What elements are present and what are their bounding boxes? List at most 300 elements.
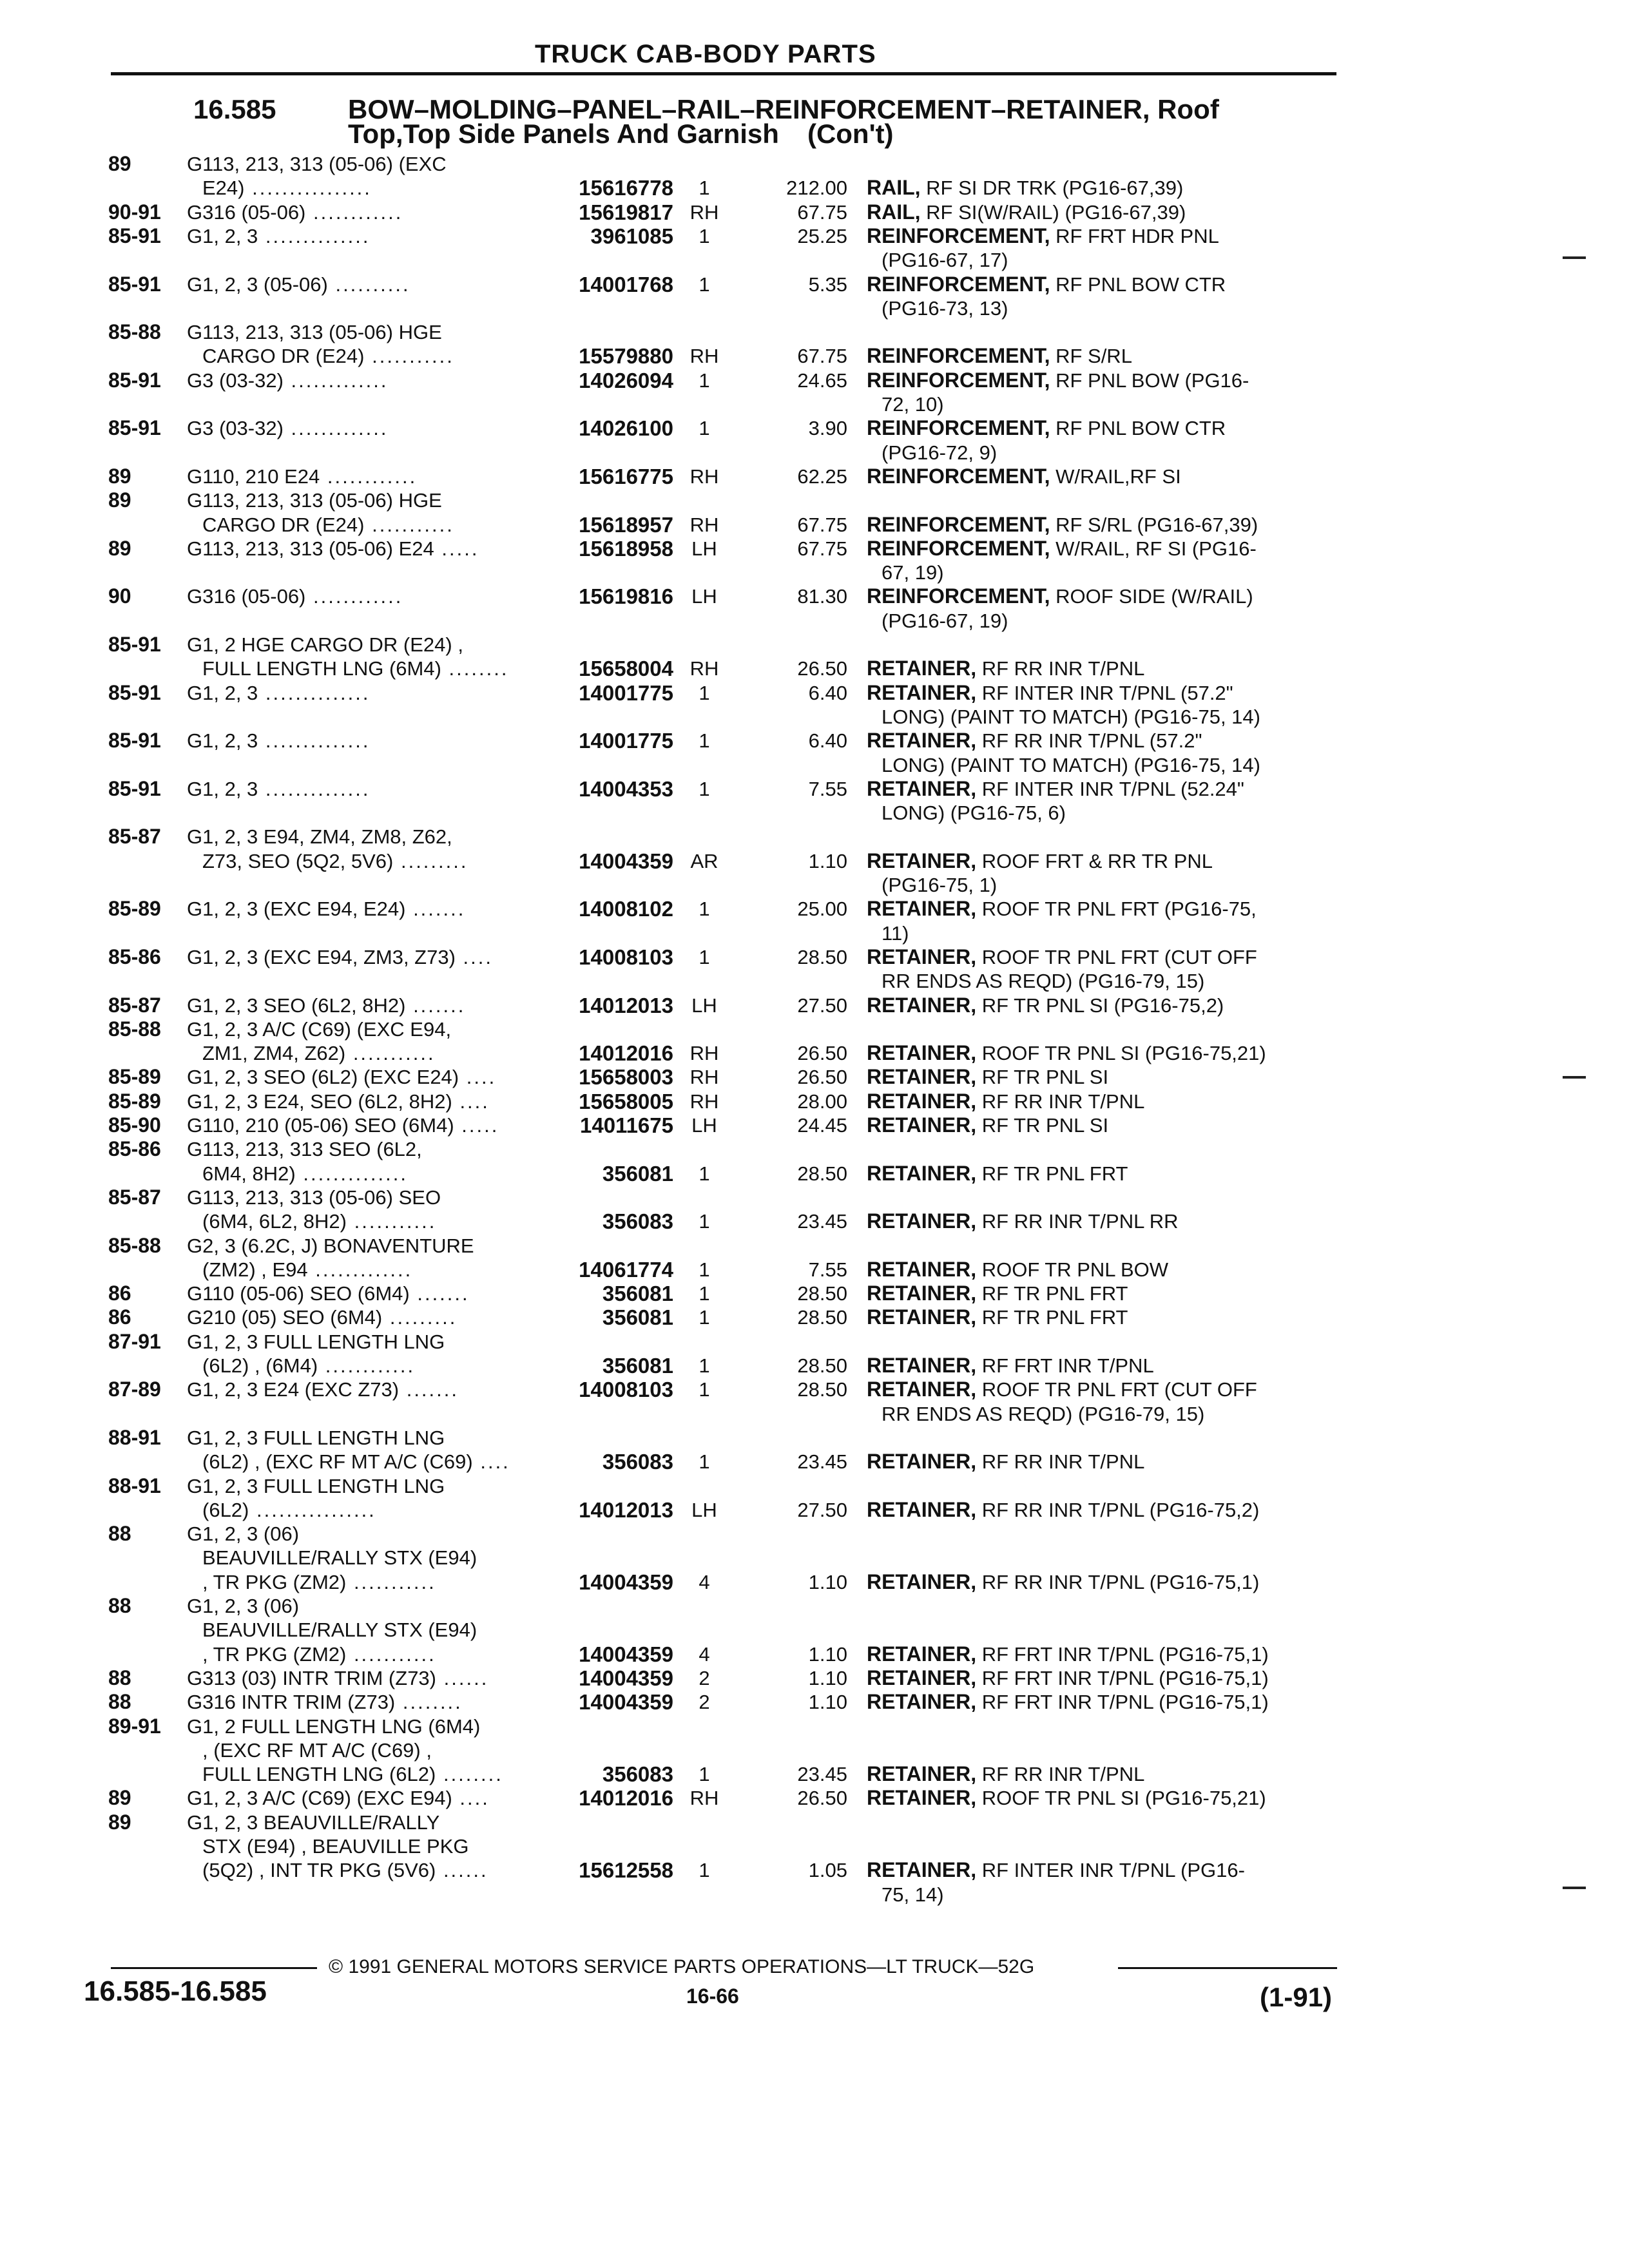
model-years: 88-91 [108, 1474, 161, 1497]
description-text: RF SI DR TRK (PG16-67,39) [926, 177, 1184, 200]
application [187, 224, 371, 248]
description-text: RF RR INR T/PNL [981, 1090, 1145, 1113]
price: 6.40 [808, 729, 847, 753]
description [867, 1258, 1168, 1282]
description [882, 705, 1260, 729]
description-keyword: RETAINER, [867, 1089, 977, 1113]
description-text: RF FRT HDR PNL [1055, 224, 1219, 247]
quantity: 1 [699, 224, 710, 247]
leader-dots: .... [472, 1450, 510, 1474]
model-years: 85-89 [108, 1089, 161, 1113]
quantity: 1 [699, 1306, 710, 1329]
description-keyword: RETAINER, [867, 945, 977, 968]
description [867, 369, 1249, 392]
quantity: 1 [699, 1210, 710, 1233]
application-text: G1, 2, 3 (EXC E94, E24) [187, 898, 406, 921]
price: 26.50 [797, 1066, 847, 1089]
application-text: G1, 2, 3 FULL LENGTH LNG [187, 1474, 445, 1497]
leader-dots: .............. [258, 729, 371, 753]
description-text: (PG16-67, 19) [882, 609, 1008, 632]
application [187, 416, 389, 440]
description [867, 273, 1226, 296]
footer-revision: (1-91) [1260, 1982, 1333, 2012]
price: 3.90 [808, 417, 847, 440]
part-number: 15619817 [579, 200, 673, 224]
description-text: RF INTER INR T/PNL (52.24" [981, 777, 1244, 800]
application [187, 897, 465, 921]
model-years: 90 [108, 584, 131, 608]
leader-dots: ....... [409, 1282, 470, 1305]
price: 26.50 [797, 1787, 847, 1810]
application-text: , TR PKG (ZM2) [202, 1570, 347, 1593]
description [867, 1690, 1269, 1714]
application-text: G210 (05) SEO (6M4) [187, 1306, 383, 1329]
description-text: ROOF TR PNL FRT (CUT OFF [981, 945, 1257, 968]
model-years: 88 [108, 1594, 131, 1617]
part-number: 15612558 [579, 1858, 673, 1883]
application-text: G1, 2, 3 E94, ZM4, ZM8, Z62, [187, 825, 452, 849]
application-text: (ZM2) , E94 [202, 1258, 308, 1281]
application [187, 825, 452, 849]
model-years: 89 [108, 488, 131, 512]
description [867, 176, 1183, 200]
quantity: 1 [699, 177, 710, 200]
application [187, 1474, 445, 1498]
model-years: 85-91 [108, 224, 161, 247]
application-text: G1, 2, 3 A/C (C69) (EXC E94, [187, 1017, 452, 1041]
application-text: G316 (05-06) [187, 200, 306, 224]
price: 26.50 [797, 1042, 847, 1065]
quantity: 4 [699, 1570, 710, 1593]
quantity: 1 [699, 1859, 710, 1882]
price: 28.50 [797, 1378, 847, 1401]
application [187, 1522, 299, 1546]
part-number: 356083 [602, 1450, 673, 1474]
description-keyword: RAIL, [867, 200, 921, 224]
part-number: 356083 [602, 1762, 673, 1787]
price: 5.35 [808, 273, 847, 296]
description-text: RF PNL BOW CTR [1055, 417, 1226, 440]
application [187, 1786, 490, 1810]
description-text: W/RAIL, RF SI (PG16- [1055, 537, 1257, 560]
price: 25.25 [797, 224, 847, 247]
quantity: LH [691, 585, 717, 608]
margin-tick [1563, 1887, 1586, 1889]
application-text: G1, 2, 3 [187, 681, 258, 704]
leader-dots: .............. [258, 777, 371, 800]
description-text: ROOF TR PNL SI (PG16-75,21) [981, 1042, 1266, 1065]
application [187, 1811, 439, 1834]
quantity: RH [689, 513, 719, 536]
application-text: G1, 2, 3 E24 (EXC Z73) [187, 1378, 400, 1401]
model-years: 85-91 [108, 633, 161, 656]
application-text: FULL LENGTH LNG (6M4) [202, 657, 441, 680]
quantity: RH [689, 1090, 719, 1113]
price: 6.40 [808, 681, 847, 704]
description-text: W/RAIL,RF SI [1055, 465, 1181, 488]
description-text: ROOF FRT & RR TR PNL [981, 849, 1213, 872]
description-text: ROOF TR PNL FRT (PG16-75, [981, 898, 1257, 921]
application [187, 1426, 445, 1450]
application-text: G1, 2, 3 A/C (C69) (EXC E94) [187, 1787, 452, 1810]
part-number: 15616775 [579, 464, 673, 488]
footer-page-number: 16-66 [686, 1984, 739, 2008]
model-years: 88 [108, 1690, 131, 1714]
description [882, 248, 1008, 272]
leader-dots: ...... [436, 1666, 489, 1689]
part-number: 356081 [602, 1282, 673, 1306]
description [882, 392, 944, 416]
application [187, 994, 465, 1017]
description-text: RF S/RL (PG16-67,39) [1055, 513, 1258, 536]
leader-dots: ....... [405, 994, 466, 1017]
description [882, 561, 944, 584]
margin-tick [1563, 1076, 1586, 1079]
model-years: 88 [108, 1522, 131, 1546]
part-number: 356081 [602, 1161, 673, 1186]
application-text: BEAUVILLE/RALLY STX (E94) [202, 1546, 477, 1570]
part-number: 14008103 [579, 945, 673, 969]
quantity: RH [689, 200, 719, 224]
description [867, 513, 1258, 537]
application-text: (5Q2) , INT TR PKG (5V6) [202, 1859, 436, 1882]
description [882, 1883, 944, 1907]
application-text: G3 (03-32) [187, 369, 284, 392]
price: 28.50 [797, 1354, 847, 1377]
quantity: 1 [699, 1378, 710, 1401]
price: 67.75 [797, 345, 847, 368]
application [187, 537, 479, 561]
application [187, 1186, 441, 1209]
application [187, 488, 442, 512]
part-number: 14061774 [579, 1257, 673, 1282]
description-keyword: REINFORCEMENT, [867, 344, 1050, 368]
leader-dots: .... [452, 1090, 490, 1113]
model-years: 85-86 [108, 1137, 161, 1161]
model-years: 85-90 [108, 1113, 161, 1137]
price: 28.00 [797, 1090, 847, 1113]
leader-dots: ......... [393, 849, 468, 872]
part-number: 356081 [602, 1305, 673, 1330]
description-keyword: RETAINER, [867, 1161, 977, 1185]
description [867, 681, 1233, 705]
part-number: 356081 [602, 1354, 673, 1378]
section-number: 16.585 [193, 94, 276, 124]
description-keyword: RETAINER, [867, 1450, 977, 1474]
application-text: G1, 2, 3 [187, 224, 258, 247]
part-number: 3961085 [590, 224, 673, 248]
description [867, 945, 1257, 969]
leader-dots: ............. [283, 417, 389, 440]
application [187, 1546, 477, 1570]
description [867, 1570, 1259, 1594]
application [187, 777, 371, 801]
description [867, 729, 1202, 753]
price: 67.75 [797, 513, 847, 536]
description [867, 200, 1186, 224]
description [867, 224, 1219, 248]
model-years: 89-91 [108, 1714, 161, 1738]
description-text: (PG16-75, 1) [882, 874, 998, 896]
leader-dots: ........... [364, 513, 454, 536]
application [187, 1715, 480, 1738]
quantity: LH [691, 1114, 717, 1137]
price: 24.65 [797, 369, 847, 392]
description-text: RF SI(W/RAIL) (PG16-67,39) [926, 200, 1186, 224]
application [187, 1594, 299, 1618]
application-text: CARGO DR (E24) [202, 513, 365, 536]
quantity: RH [689, 657, 719, 680]
quantity: 1 [699, 417, 710, 440]
application [187, 320, 442, 344]
quantity: LH [691, 994, 717, 1017]
description [882, 873, 997, 897]
application-text: G1, 2, 3 (EXC E94, ZM3, Z73) [187, 945, 456, 968]
application [187, 945, 493, 969]
application [187, 1017, 451, 1041]
quantity: LH [691, 1498, 717, 1521]
model-years: 85-91 [108, 416, 161, 440]
application [187, 1378, 459, 1401]
quantity: RH [689, 1787, 719, 1810]
price: 27.50 [797, 994, 847, 1017]
price: 23.45 [797, 1763, 847, 1786]
model-years: 89 [108, 1810, 131, 1834]
price: 1.05 [808, 1859, 847, 1882]
description-text: (PG16-72, 9) [882, 441, 998, 464]
description [867, 1209, 1179, 1233]
description-text: LONG) (PG16-75, 6) [882, 802, 1066, 825]
leader-dots: ........... [346, 1642, 436, 1666]
description-text: RF TR PNL FRT [981, 1306, 1128, 1329]
leader-dots: ........... [345, 1042, 436, 1065]
application-text: G316 INTR TRIM (Z73) [187, 1691, 396, 1714]
application [187, 1354, 415, 1378]
description [867, 537, 1257, 561]
model-years: 89 [108, 536, 131, 560]
application-text: G110, 210 E24 [187, 465, 320, 488]
model-years: 85-91 [108, 729, 161, 753]
leader-dots: ..... [454, 1114, 499, 1137]
model-years: 85-88 [108, 320, 161, 344]
description [882, 753, 1260, 777]
description-keyword: RETAINER, [867, 1041, 977, 1065]
application-text: (6L2) , (EXC RF MT A/C (C69) [202, 1450, 473, 1474]
description-keyword: RETAINER, [867, 993, 977, 1017]
application [187, 681, 371, 705]
application-text: G113, 213, 313 SEO (6L2, [187, 1138, 422, 1161]
application-text: E24) [202, 177, 245, 200]
description-text: RF TR PNL SI [981, 1066, 1109, 1089]
leader-dots: ............ [318, 1354, 416, 1377]
quantity: 1 [699, 729, 710, 753]
description-text: RF INTER INR T/PNL (57.2" [981, 681, 1233, 704]
application [187, 1209, 436, 1233]
application [187, 344, 454, 368]
leader-dots: .... [452, 1787, 490, 1810]
quantity: AR [690, 849, 718, 872]
model-years: 85-86 [108, 945, 161, 968]
part-number: 14004359 [579, 1690, 673, 1715]
description-text: RF RR INR T/PNL (PG16-75,1) [981, 1570, 1260, 1593]
section-subtitle-text: Top,Top Side Panels And Garnish [348, 119, 779, 149]
application [187, 1258, 412, 1282]
description [882, 296, 1008, 320]
part-number: 14004359 [579, 1666, 673, 1690]
price: 1.10 [808, 849, 847, 872]
description [867, 1786, 1266, 1810]
quantity: RH [689, 1066, 719, 1089]
application [187, 1282, 470, 1305]
application-text: 6M4, 8H2) [202, 1162, 296, 1185]
footer-rule-right [1118, 1967, 1337, 1969]
application-text: G313 (03) INTR TRIM (Z73) [187, 1666, 437, 1689]
description-text: RF FRT INR T/PNL [981, 1354, 1154, 1377]
description-text: RR ENDS AS REQD) (PG16-79, 15) [882, 1402, 1205, 1425]
application-text: G1, 2, 3 FULL LENGTH LNG [187, 1426, 445, 1449]
part-number: 14008103 [579, 1378, 673, 1402]
price: 23.45 [797, 1450, 847, 1474]
price: 81.30 [797, 585, 847, 608]
part-number: 14004359 [579, 1570, 673, 1594]
description-text: 75, 14) [882, 1883, 944, 1906]
description-keyword: RETAINER, [867, 1305, 977, 1329]
description-text: ROOF TR PNL BOW [981, 1258, 1169, 1281]
application [187, 1690, 463, 1714]
description-keyword: REINFORCEMENT, [867, 368, 1050, 392]
application-text: G1, 2, 3 [187, 729, 258, 753]
quantity: 1 [699, 273, 710, 296]
application [187, 1065, 496, 1089]
application [187, 1305, 457, 1329]
description [882, 801, 1066, 825]
model-years: 85-91 [108, 776, 161, 800]
leader-dots: .............. [258, 681, 371, 704]
application [187, 1090, 490, 1113]
model-years: 85-87 [108, 825, 161, 849]
model-years: 89 [108, 1786, 131, 1810]
description [867, 1162, 1128, 1186]
application-text: G1, 2, 3 SEO (6L2, 8H2) [187, 994, 406, 1017]
application [187, 1498, 376, 1522]
application [187, 584, 403, 608]
model-years: 85-91 [108, 680, 161, 704]
part-number: 14012016 [579, 1041, 673, 1066]
description-text: RF INTER INR T/PNL (PG16- [981, 1859, 1245, 1882]
leader-dots: ....... [405, 898, 466, 921]
application [187, 1450, 510, 1474]
quantity: 4 [699, 1642, 710, 1666]
leader-dots: .... [459, 1066, 497, 1089]
description [867, 1113, 1108, 1137]
description-text: RF FRT INR T/PNL (PG16-75,1) [981, 1666, 1269, 1689]
price: 1.10 [808, 1666, 847, 1689]
description [882, 609, 1008, 633]
description-keyword: RETAINER, [867, 680, 977, 704]
description-text: RF TR PNL FRT [981, 1162, 1128, 1185]
leader-dots: ........... [347, 1210, 437, 1233]
part-number: 14008102 [579, 897, 673, 921]
description-keyword: RETAINER, [867, 1497, 977, 1521]
quantity: 1 [699, 369, 710, 392]
model-years: 85-89 [108, 897, 161, 921]
description-keyword: RETAINER, [867, 1354, 977, 1377]
application-text: G1, 2, 3 BEAUVILLE/RALLY [187, 1811, 440, 1834]
application [187, 200, 403, 224]
application-text: FULL LENGTH LNG (6L2) [202, 1763, 436, 1786]
description-text: 11) [882, 921, 909, 945]
price: 62.25 [797, 465, 847, 488]
part-number: 15658003 [579, 1065, 673, 1090]
application-text: G113, 213, 313 (05-06) (EXC [187, 153, 447, 175]
application [187, 1041, 436, 1065]
description-keyword: REINFORCEMENT, [867, 272, 1050, 296]
description-text: (PG16-73, 13) [882, 296, 1008, 320]
application [187, 1137, 422, 1161]
description [867, 1666, 1269, 1690]
application-text: , (EXC RF MT A/C (C69) , [202, 1738, 432, 1762]
application-text: G1, 2, 3 (06) [187, 1523, 300, 1546]
description [867, 1305, 1128, 1329]
price: 28.50 [797, 1306, 847, 1329]
price: 25.00 [797, 898, 847, 921]
model-years: 88 [108, 1666, 131, 1689]
part-number: 14012013 [579, 993, 673, 1017]
part-number: 14011675 [579, 1113, 673, 1137]
application [187, 273, 410, 296]
application-text: G1, 2, 3 (06) [187, 1595, 300, 1617]
description-keyword: REINFORCEMENT, [867, 224, 1050, 247]
price: 1.10 [808, 1570, 847, 1593]
price: 67.75 [797, 200, 847, 224]
part-number: 356083 [602, 1209, 673, 1234]
description-keyword: RETAINER, [867, 1378, 977, 1401]
model-years: 89 [108, 152, 131, 175]
description-keyword: RETAINER, [867, 1113, 977, 1137]
application-text: G3 (03-32) [187, 417, 284, 440]
leader-dots: ............. [307, 1258, 413, 1281]
application-text: G1, 2 FULL LENGTH LNG (6M4) [187, 1715, 481, 1738]
application-text: ZM1, ZM4, Z62) [202, 1042, 346, 1065]
application [187, 176, 372, 200]
price: 26.50 [797, 657, 847, 680]
description-text: RF RR INR T/PNL [981, 657, 1145, 680]
part-number: 14026094 [579, 368, 673, 392]
description [867, 465, 1181, 488]
application [187, 1570, 436, 1594]
quantity: 1 [699, 777, 710, 800]
description [867, 1858, 1245, 1882]
description [867, 584, 1253, 608]
description-keyword: REINFORCEMENT, [867, 464, 1050, 488]
description-keyword: RETAINER, [867, 1570, 977, 1593]
description [882, 969, 1204, 993]
quantity: 1 [699, 1258, 710, 1281]
application [187, 513, 454, 537]
quantity: RH [689, 1042, 719, 1065]
page-header-title: TRUCK CAB-BODY PARTS [535, 40, 876, 68]
description-text: RF PNL BOW CTR [1055, 273, 1226, 296]
description-keyword: RETAINER, [867, 1786, 977, 1810]
description-text: RF RR INR T/PNL (PG16-75,2) [981, 1498, 1260, 1521]
price: 23.45 [797, 1210, 847, 1233]
part-number: 15579880 [579, 344, 673, 369]
part-number: 14004359 [579, 1642, 673, 1666]
description-keyword: RETAINER, [867, 1858, 977, 1882]
leader-dots: ............ [305, 585, 403, 608]
description [882, 441, 997, 465]
quantity: 1 [699, 1354, 710, 1377]
